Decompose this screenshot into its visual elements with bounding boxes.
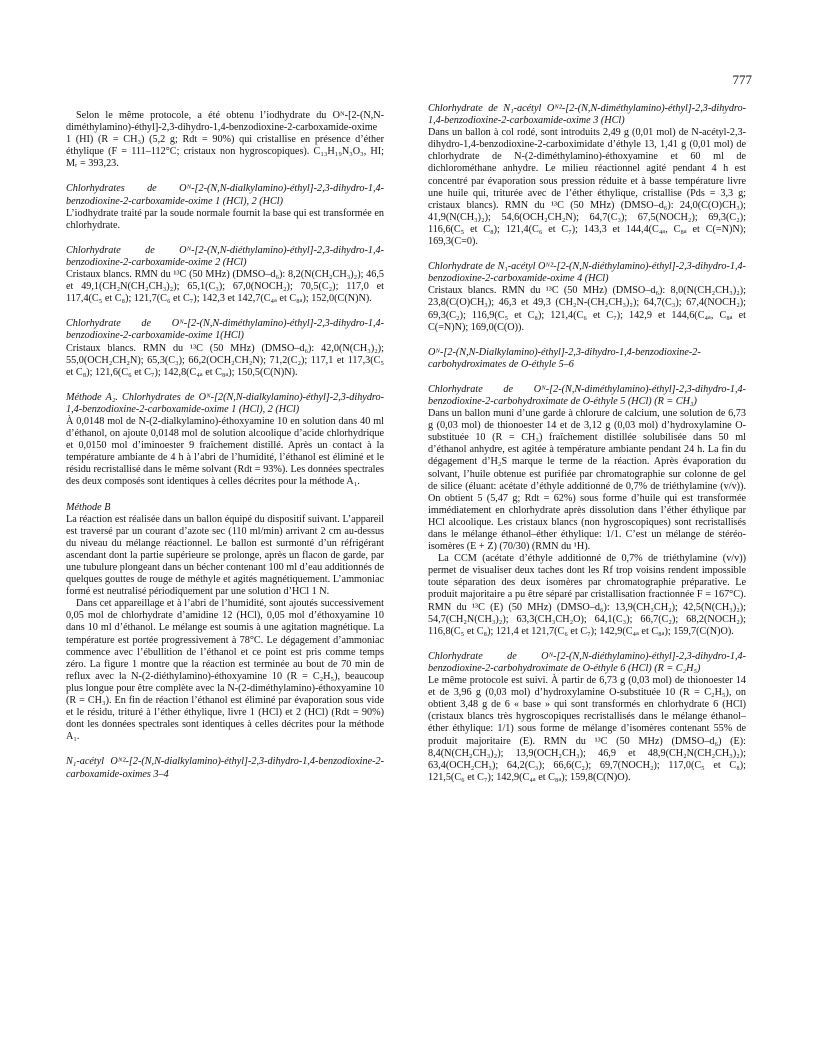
spacer (66, 305, 384, 318)
section-heading: Chlorhydrate de N₁-acétyl Oᴺ²-[2-(N,N-diméthylamino)-éthyl]-2,3-dihydro-1,4-benzodioxine-2-carboxamide-oxime 3 (HCl) (428, 103, 746, 127)
spacer (428, 248, 746, 261)
section-heading: Méthode A₂. Chlorhydrates de Oᴺ-[2(N,N-dialkylamino)-éthyl]-2,3-dihydro-1,4-benzodioxine-2-carboxamide-oxime 1 (HCl), 2 (HCl) (66, 391, 384, 415)
paragraph: Dans cet appareillage et à l’abri de l’humidité, sont ajoutés successivement 0,05 mol de chlorhydrate d’amidine 12 (HCl), 0,05 mol d’éthoxyamine 10 dans 10 ml d’éthanol. Le mélange est soumis à une agitation magnétique. La température est portée progressivement à 78°C. Le dégagement d’ammoniac commence avec l’ébullition de l’éthanol et ce point est pris comme temps zéro. La figure 1 montre que la réaction est terminée au bout de 70 min de reflux avec la N-(2-diéthylamino)-éthoxyamine 10 (R = C₂H₅), beaucoup plus longue pour être complète avec la N-(2-diméthylamino)-éthoxyamine 10 (R = CH₃). En fin de réaction l’éthanol est éliminé par évaporation sous vide et le résidu, trituré à l’éther éthylique, livre 1 (HCl) et 2 (HCl) (Rdt = 90%) dont les données spectrales sont identiques à celles décrites pour la méthode A₁. (66, 598, 384, 743)
spacer (66, 232, 384, 245)
spacer (66, 743, 384, 756)
paragraph: Selon le même protocole, a été obtenu l’iodhydrate du Oᴺ-[2-(N,N-diméthylamino)-éthyl]-2,3-dihydro-1,4-benzodioxine-2-carboxamide-oxime 1 (HI) (R = CH₃) (5,2 g; Rdt = 90%) qui cristallise en présence d’éther éthylique (F = 111–112°C; cristaux non hygroscopiques). C₁₃H₁₉N₃O₃, HI; Mᵣ = 393,23. (66, 110, 384, 170)
spacer (66, 489, 384, 502)
paragraph: La CCM (acétate d’éthyle additionné de 0,7% de triéthylamine (v/v)) permet de visualiser deux taches dont les Rf trop voisins rendent impossible toute séparation des deux isomères par chromatographie préparative. Le produit majoritaire a pu être séparé par cristallisation fractionnée F = 167°C). RMN du ¹³C (E) (50 MHz) (DMSO–d₆): 13,9(CH₃CH₂); 42,5(N(CH₃)₂); 54,7(CH₂N(CH₃)₂); 63,3(CH₃CH₂O); 64,1(C₃); 66,7(C₂); 68,2(NOCH₂); 116,8(C₅ et C₈); 121,4 et 121,7(C₆ et C₇); 142,9(C₄ₐ et C₈ₐ); 159,7(C(N)O). (428, 553, 746, 637)
page-number: 777 (732, 72, 752, 87)
section-heading: Chlorhydrate de Oᴺ-[2-(N,N-diéthylamino)-éthyl]-2,3-dihydro-1,4-benzodioxine-2-carbohydroximate de O-éthyle 6 (HCl) (R = C₂H₅) (428, 650, 746, 674)
paragraph: L’iodhydrate traité par la soude normale fournit la base qui est transformée en chlorhydrate. (66, 207, 384, 231)
section-heading: Chlorhydrate de Oᴺ-[2-(N,N-diméthylamino)-éthyl]-2,3-dihydro-1,4-benzodioxine-2-carboxamide-oxime 1(HCl) (66, 318, 384, 342)
section-heading: Oᴺ-[2-(N,N-Dialkylamino)-éthyl]-2,3-dihydro-1,4-benzodioxine-2-carbohydroximates de O-éthyle 5–6 (428, 346, 701, 370)
spacer (428, 334, 746, 347)
spacer (428, 371, 746, 384)
paragraph: Cristaux blancs. RMN du ¹³C (50 MHz) (DMSO–d₆): 8,2(N(CH₂CH₃)₂); 46,5 et 49,1(CH₂N(CH₂CH₃)₂); 65,1(C₃); 67,0(NOCH₂); 70,5(C₂); 117,0 et 117,4(C₅ et C₈); 121,7(C₆ et C₇); 142,3 et 142,7(C₄ₐ et C₈ₐ); 152,0(C(N)N). (66, 269, 384, 305)
paragraph: Cristaux blancs. RMN du ¹³C (50 MHz) (DMSO–d₆): 8,0(N(CH₂CH₃)₂); 23,8(C(O)CH₃); 46,3 et 49,3 (CH₂N-(CH₂CH₃)₂); 64,7(C₃); 67,4(NOCH₂); 69,3(C₂); 116,9(C₅ et C₈); 121,4(C₆ et C₇); 142,9 et 144,6(C₄ₐ, C₈ₐ et C(=N)N); 169,0(C(O)). (428, 285, 746, 333)
section-heading: Chlorhydrates de Oᴺ-[2-(N,N-dialkylamino)-éthyl]-2,3-dihydro-1,4-benzodioxine-2-carboxamide-oxime 1 (HCl), 2 (HCl) (66, 183, 384, 207)
paragraph: Dans un ballon à col rodé, sont introduits 2,49 g (0,01 mol) de N-acétyl-2,3-dihydro-1,4-benzodioxine-2-carboximidate d’éthyle 13, 1,41 g (0,01 mol) de chlorhydrate de N-(2-diméthylamino)-éthoxyamine et 60 ml de dichlorométhane anhydre. Le milieu réactionnel agité pendant 4 h est concentré par évaporation sous pression réduite et à basse température livre une huile qui, triturée avec de l’éther éthylique, cristallise (Pds = 3,3 g; cristaux blancs). RMN du ¹³C (50 MHz) (DMSO–d₆): 24,0(C(O)CH₃); 41,9(N(CH₃)₂); 54,6(OCH₂CH₂N); 64,7(C₃); 67,5(NOCH₂); 69,3(C₂); 116,6(C₅ et C₈); 121,4(C₆ et C₇); 143,3 et 144,4(C₄ₐ, C₈ₐ et C(=N)N); 169,3(C=0). (428, 127, 746, 248)
right-column (428, 103, 746, 784)
left-column (66, 110, 384, 781)
section-heading: Chlorhydrate de Oᴺ-[2-(N,N-diméthylamino)-éthyl]-2,3-dihydro-1,4-benzodioxine-2-carbohydroximate de O-éthyle 5 (HCl) (R = CH₃) (428, 383, 746, 407)
spacer (428, 638, 746, 651)
spacer (66, 379, 384, 392)
paragraph: Le même protocole est suivi. À partir de 6,73 g (0,03 mol) de thionoester 14 et de 3,96 g (0,03 mol) d’hydroxylamine O-substituée 10 (R = C₂H₅), on obtient 3,48 g de 6 « base » qui sont transformés en chlorhydrate 6 (HCl) (cristaux blancs très hygroscopiques recristallisés dans le mélange éthanol–éther éthylique: 1/1) sous forme de mélange d’isomères contenant 55% de produit majoritaire (E). RMN du ¹³C (50 MHz) (DMSO–d₆) (E): 8,4(N(CH₂CH₃)₂); 13,9(OCH₂CH₃); 46,9 et 48,9(CH₂N(CH₂CH₃)₂); 63,4(OCH₂CH₃); 64,2(C₃); 66,6(C₂); 69,7(NOCH₂); 117,0(C₅ et C₈); 121,5(C₆ et C₇); 142,9(C₄ₐ et C₈ₐ); 159,8(C(N)O). (428, 675, 746, 783)
section-heading: Chlorhydrate de Oᴺ-[2-(N,N-diéthylamino)-éthyl]-2,3-dihydro-1,4-benzodioxine-2-carboxamide-oxime 2 (HCl) (66, 244, 384, 268)
paragraph: Dans un ballon muni d’une garde à chlorure de calcium, une solution de 6,73 g (0,03 mol) de thionoester 14 et de 3,12 g (0,03 mol) d’hydroxylamine O-substituée 10 (R = CH₃) fraîchement distillée solubilisée dans 50 ml d’éthanol anhydre, est agitée à température ambiante pendant 24 h. La fin du dégagement d’H₂S marque le terme de la réaction. Après évaporation du solvant, l’huile obtenue est purifiée par chromatographie sur colonne de gel de silice (éluant: acétate d’éthyle additionné de 0,7% de triéthylamine (v/v)). On obtient 5 (5,47 g; Rdt = 62%) sous forme d’huile qui est transformée immédiatement en chlorhydrate après dissolution dans l’éther éthylique par HCl alcoolique. Les cristaux blancs (non hygroscopiques) sont recristallisés dans le mélange éthanol–éther éthylique: 1/1. C’est un mélange de stéréo-isomères (E + Z) (70/30) (RMN du ¹H). (428, 408, 746, 553)
section-heading: N₁-acétyl Oᴺ²-[2-(N,N-dialkylamino)-éthyl]-2,3-dihydro-1,4-benzodioxine-2-carboxamide-oximes 3–4 (66, 756, 384, 780)
section-heading: Méthode B (66, 501, 111, 513)
paragraph: La réaction est réalisée dans un ballon équipé du dispositif suivant. L’appareil est traversé par un courant d’azote sec (110 ml/min) arrivant 2 cm au-dessus du niveau du mélange réactionnel. Le ballon est surmonté d’un réfrigérant ascendant dont la partie supérieure se prolonge, après un flacon de garde, par une tubulure plongeant dans un bécher contenant 100 ml d’eau additionnés de quelques gouttes de rouge de méthyle et agités magnétiquement. L’ammoniac formé est neutralisé périodiquement par une solution d’HCl 1 N. (66, 513, 384, 598)
section-heading: Chlorhydrate de N₁-acétyl Oᴺ²-[2-(N,N-diéthylamino)-éthyl]-2,3-dihydro-1,4-benzodioxine-2-carboxamide-oxime 4 (HCl) (428, 261, 746, 285)
paragraph: Cristaux blancs. RMN du ¹³C (50 MHz) (DMSO–d₆): 42,0(N(CH₃)₂); 55,0(OCH₂CH₂N); 65,3(C₃); 66,2(OCH₂CH₂N); 71,2(C₂); 117,1 et 117,3(C₅ et C₈); 121,6(C₆ et C₇); 142,8(C₄ₐ et C₈ₐ); 150,5(C(N)N). (66, 342, 384, 378)
paragraph: À 0,0148 mol de N-(2-dialkylamino)-éthoxyamine 10 en solution dans 40 ml d’éthanol, on ajoute 0,0148 mol de solution alcoolique d’acide chlorhydrique et 0,0150 mol d’iminoester 9 fraîchement distillé. Après un contact à la température ambiante de 4 h à l’abri de l’humidité, l’éthanol est éliminé et le résidu recristallisé dans le même solvant (Rdt = 93%). Les données spectrales des deux composés sont identiques à celles décrites pour la méthode A₁. (66, 415, 384, 488)
spacer (66, 170, 384, 183)
